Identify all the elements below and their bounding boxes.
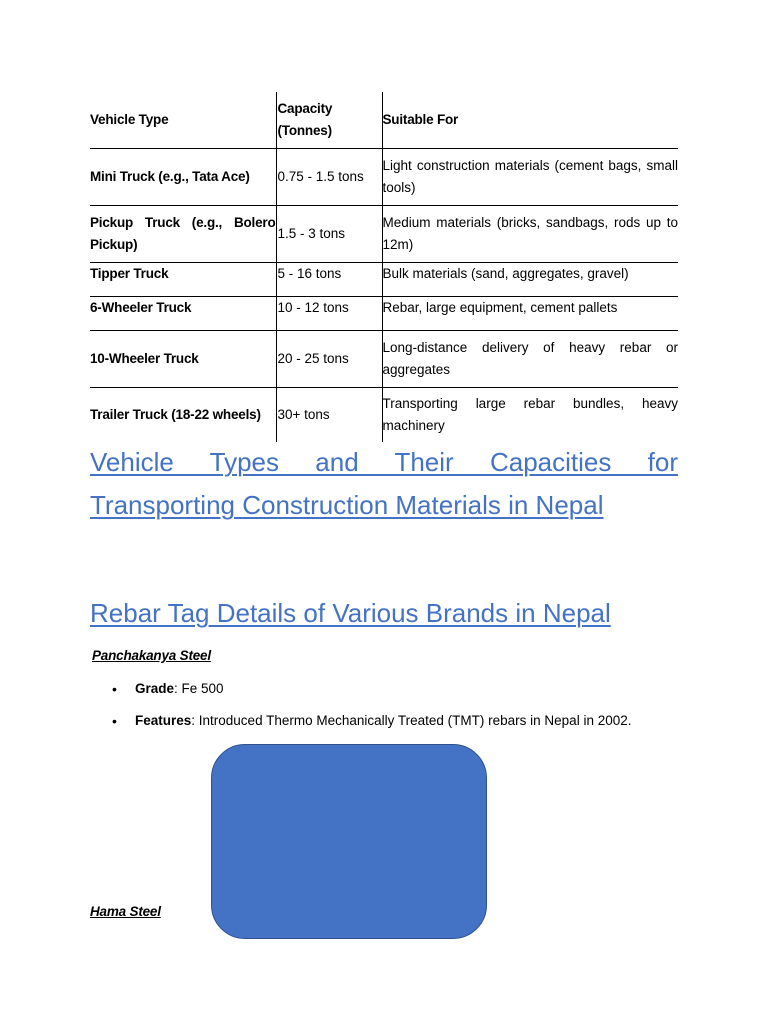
suitable-cell: Medium materials (bricks, sandbags, rods up to 12m) [382,206,678,263]
capacity-cell: 1.5 - 3 tons [276,206,382,263]
vehicle-cell: 6-Wheeler Truck [90,297,276,331]
image-placeholder-shape [211,744,487,939]
bullet-term: Features [135,713,192,728]
table-row [90,263,678,297]
capacity-cell: 30+ tons [276,388,382,443]
header-capacity-line1: Capacity [277,101,333,116]
suitable-cell: Long-distance delivery of heavy rebar or aggregates [382,331,678,388]
table-header-row [90,92,678,149]
capacity-cell: 20 - 25 tons [276,331,382,388]
capacity-cell: 5 - 16 tons [276,263,382,297]
table-row [90,331,678,388]
bullet-text: : Fe 500 [174,681,224,696]
vehicle-cell: Pickup Truck (e.g., Bolero Pickup) [90,206,276,263]
vehicle-cell: Trailer Truck (18-22 wheels) [90,388,276,443]
suitable-cell: Bulk materials (sand, aggregates, gravel) [382,263,678,297]
header-vehicle-type: Vehicle Type [90,112,169,127]
capacity-cell: 0.75 - 1.5 tons [276,149,382,206]
table-row [90,206,678,263]
vehicle-cell: Mini Truck (e.g., Tata Ace) [90,149,276,206]
capacity-cell: 10 - 12 tons [276,297,382,331]
main-heading-link[interactable]: Vehicle Types and Their Capacities for Transporting Construction Materials in Nepal [90,447,678,520]
vehicle-cell: 10-Wheeler Truck [90,331,276,388]
header-capacity-line2: (Tonnes) [277,123,332,138]
suitable-cell: Rebar, large equipment, cement pallets [382,297,678,331]
bullet-text: : Introduced Thermo Mechanically Treated (TMT) rebars in Nepal in 2002. [191,713,632,728]
rebar-heading-link[interactable]: Rebar Tag Details of Various Brands in Nepal [90,598,611,628]
panchakanya-details-list [108,678,708,742]
suitable-cell: Transporting large rebar bundles, heavy machinery [382,388,678,443]
bullet-term: Grade [135,681,175,696]
bullet-icon: • [112,681,117,697]
header-suitable-for: Suitable For [382,92,678,149]
hama-steel-link[interactable]: Hama Steel [90,904,161,919]
table-row [90,297,678,331]
list-item [108,678,708,710]
table-row [90,388,678,443]
panchakanya-steel-link[interactable]: Panchakanya Steel [92,648,211,663]
suitable-cell: Light construction materials (cement bags, small tools) [382,149,678,206]
vehicle-capacity-table [90,92,678,442]
list-item [108,710,708,742]
vehicle-cell: Tipper Truck [90,263,276,297]
bullet-icon: • [112,713,117,729]
table-row [90,149,678,206]
header-capacity [276,92,382,149]
